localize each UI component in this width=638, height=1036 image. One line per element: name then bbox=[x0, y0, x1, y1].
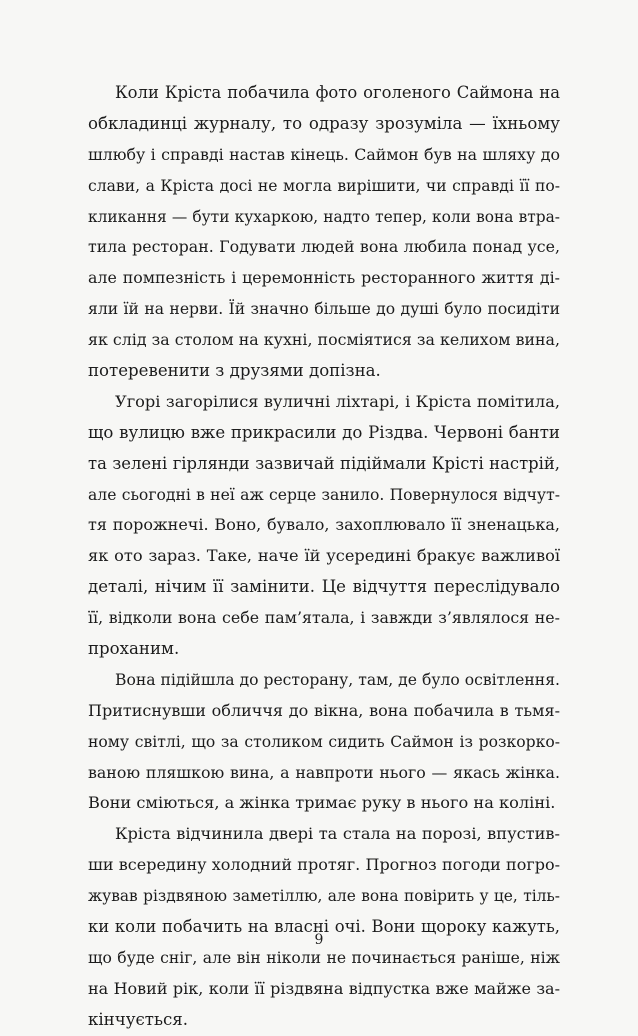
text-line: жував різдвяною заметіллю, але вона повірить у це, тіль- bbox=[88, 887, 560, 906]
text-line: ки коли побачить на власні очі. Вони щороку кажуть, bbox=[88, 917, 560, 937]
text-line: кінчується. bbox=[88, 1009, 189, 1029]
text-line: обкладинці журналу, то одразу зрозуміла — їхньому bbox=[88, 113, 560, 133]
text-line: та зелені гірлянди зазвичай підіймали Крісті настрій, bbox=[88, 453, 560, 473]
text-line: її, відколи вона себе пам’ятала, і завжди з’являлося не- bbox=[88, 608, 560, 628]
text-line: Угорі загорілися вуличні ліхтарі, і Кріста помітила, bbox=[115, 391, 560, 411]
text-line: але сьогодні в неї аж серце занило. Повернулося відчут- bbox=[88, 485, 560, 504]
text-line: тя порожнечі. Воно, бувало, захоплювало її зненацька, bbox=[88, 515, 560, 535]
text-line: Вона підійшла до ресторану, там, де було освітлення. bbox=[115, 670, 560, 689]
book-page-text bbox=[88, 78, 560, 1036]
text-line: що буде сніг, але він ніколи не починається раніше, ніж bbox=[88, 948, 560, 967]
text-line: ваною пляшкою вина, а навпроти нього — якась жінка. bbox=[88, 762, 560, 782]
text-line: на Новий рік, коли її різдвяна відпустка вже майже за- bbox=[88, 978, 560, 998]
text-line: деталі, нічим її замінити. Це відчуття переслідувало bbox=[88, 577, 560, 597]
text-line: яли їй на нерви. Їй значно більше до душі було посидіти bbox=[88, 300, 560, 319]
text-line: як ото зараз. Таке, наче їй усередині бракує важливої bbox=[88, 546, 560, 566]
text-line: але помпезність і церемонність ресторанного життя ді- bbox=[88, 268, 560, 288]
text-line: як слід за столом на кухні, посміятися за келихом вина, bbox=[88, 330, 560, 350]
text-line: ши всередину холодний протяг. Прогноз погоди погро- bbox=[88, 855, 560, 875]
text-line: слави, а Кріста досі не могла вирішити, чи справді її по- bbox=[88, 176, 560, 195]
text-line: Коли Кріста побачила фото оголеного Саймона на bbox=[115, 83, 560, 102]
text-line: проханим. bbox=[88, 639, 180, 659]
text-line: Кріста відчинила двері та стала на порозі, впустив- bbox=[115, 824, 560, 844]
text-line: що вулицю вже прикрасили до Різдва. Червоні банти bbox=[88, 422, 560, 442]
paragraph-1 bbox=[88, 78, 560, 387]
paragraph-4 bbox=[88, 819, 560, 1035]
text-line: Притиснувши обличчя до вікна, вона побачила в тьмя- bbox=[88, 700, 560, 720]
text-line: кликання — бути кухаркою, надто тепер, коли вона втра- bbox=[88, 207, 560, 226]
page-number: 9 bbox=[314, 932, 324, 948]
text-line: ному світлі, що за столиком сидить Саймон із розкорко- bbox=[88, 732, 560, 751]
text-line: Вони сміються, а жінка тримає руку в нього на коліні. bbox=[88, 793, 556, 813]
paragraph-2 bbox=[88, 387, 560, 665]
text-line: тила ресторан. Годувати людей вона любила понад усе, bbox=[88, 237, 560, 257]
text-line: шлюбу і справді настав кінець. Саймон був на шляху до bbox=[88, 144, 560, 164]
text-line: потеревенити з друзями допізна. bbox=[88, 361, 381, 381]
paragraph-3 bbox=[88, 665, 560, 819]
